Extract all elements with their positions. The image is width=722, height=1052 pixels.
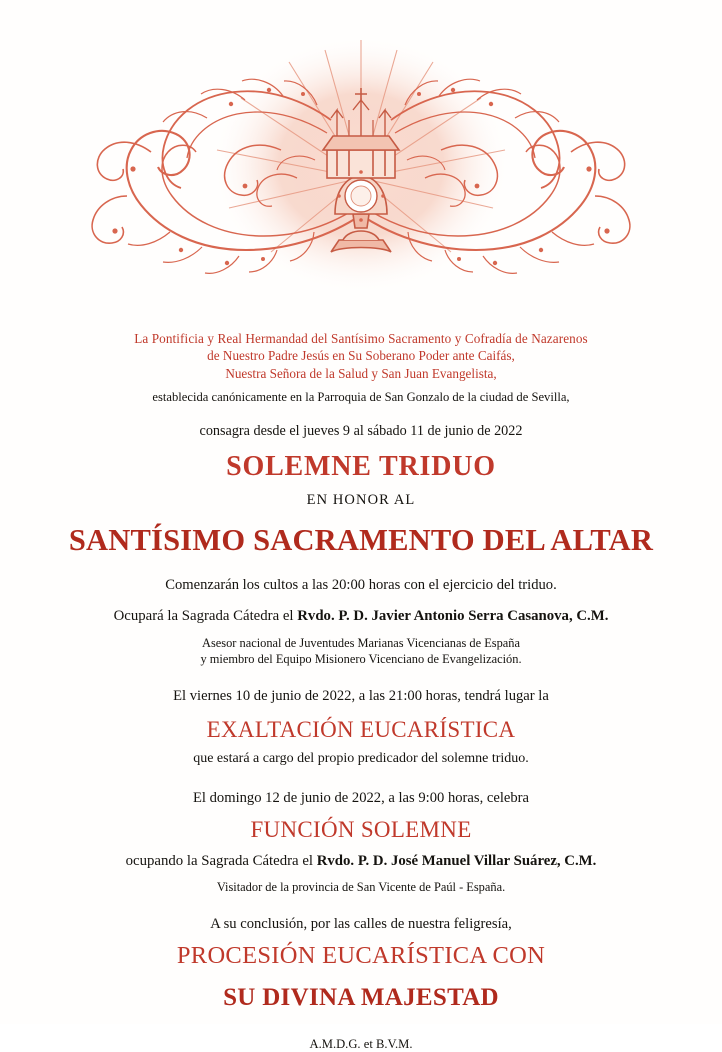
preacher-name: Rvdo. P. D. Javier Antonio Serra Casanova, C.M. [297,608,609,625]
procession-title-line-2: SU DIVINA MAJESTAD [223,983,499,1011]
hermandad-line-3: Nuestra Señora de la Salud y San Juan Evangelista, [225,365,497,381]
established-line: establecida canónicamente en la Parroquia de San Gonzalo de la ciudad de Sevilla, [152,390,570,405]
hermandad-line-1: La Pontificia y Real Hermandad del Santísimo Sacramento y Cofradía de Nazarenos [134,331,588,346]
schedule-line: Comenzarán los cultos a las 20:00 horas con el ejercicio del triduo. [165,576,557,593]
hermandad-line-2: de Nuestro Padre Jesús en Su Soberano Poder ante Caifás, [207,348,515,364]
monstrance-ornament-icon [31,0,691,300]
page-title: SOLEMNE TRIDUO [226,450,496,482]
preacher-role-line-1: Asesor nacional de Juventudes Marianas Vicencianas de España [202,635,520,650]
friday-note: que estará a cargo del propio predicador del solemne triduo. [193,751,529,767]
subtitle: EN HONOR AL [306,491,416,508]
footer-note: A.M.D.G. et B.V.M. [309,1036,413,1051]
preacher-intro: Ocupará la Sagrada Cátedra el [113,608,298,625]
sunday-preacher-intro: ocupando la Sagrada Cátedra el [125,853,317,870]
friday-event-title: EXALTACIÓN EUCARÍSTICA [206,716,516,742]
honoree-title: SANTÍSIMO SACRAMENTO DEL ALTAR [68,522,654,557]
preacher-line [31,607,691,627]
preacher-role-line-2: y miembro del Equipo Misionero Vicenciano de Evangelización. [200,652,522,667]
ornament-illustration [0,0,722,330]
sunday-preacher-role: Visitador de la provincia de San Vicente de Paúl - España. [216,879,506,894]
procession-title-line-1: PROCESIÓN EUCARÍSTICA CON [176,942,546,970]
preacher-role [31,635,691,668]
procession-intro: A su conclusión, por las calles de nuestra feligresía, [210,916,512,933]
sunday-event-title: FUNCIÓN SOLEMNE [250,816,472,842]
poster-text [31,330,691,1052]
sunday-intro: El domingo 12 de junio de 2022, a las 9:00 horas, celebra [193,789,529,806]
sunday-preacher-line [31,852,691,872]
consagra-line: consagra desde el jueves 9 al sábado 11 de junio de 2022 [199,422,523,439]
sunday-preacher-name: Rvdo. P. D. José Manuel Villar Suárez, C.M. [316,853,597,870]
friday-intro: El viernes 10 de junio de 2022, a las 21:00 horas, tendrá lugar la [173,688,549,705]
